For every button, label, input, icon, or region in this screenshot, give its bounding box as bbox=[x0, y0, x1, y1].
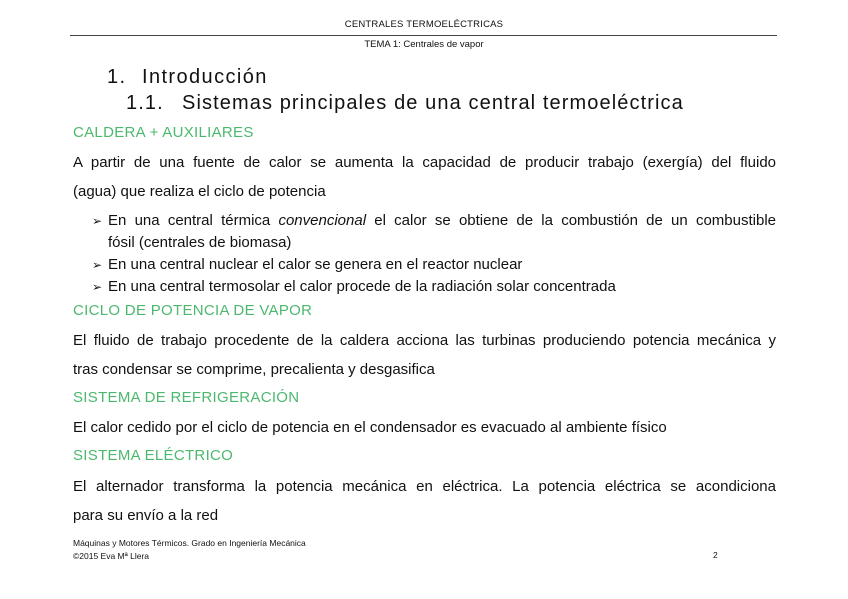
paragraph-line: (agua) que realiza el ciclo de potencia bbox=[73, 183, 326, 200]
arrowhead-bullet-icon: ➢ bbox=[92, 214, 103, 228]
list-item-continuation: fósil (centrales de biomasa) bbox=[108, 234, 292, 251]
section-title-refrigeracion: SISTEMA DE REFRIGERACIÓN bbox=[73, 389, 300, 406]
list-item bbox=[92, 254, 776, 276]
paragraph-electrico bbox=[73, 472, 776, 530]
section-title-electrico: SISTEMA ELÉCTRICO bbox=[73, 447, 234, 464]
heading-2-number: 1.1. bbox=[126, 92, 164, 114]
arrowhead-bullet-icon: ➢ bbox=[92, 280, 103, 294]
arrowhead-bullet-icon: ➢ bbox=[92, 258, 103, 272]
page-number: 2 bbox=[713, 550, 718, 560]
section-title-ciclo: CICLO DE POTENCIA DE VAPOR bbox=[73, 302, 313, 319]
paragraph-line: para su envío a la red bbox=[73, 507, 219, 524]
header-title: CENTRALES TERMOELÉCTRICAS bbox=[344, 19, 504, 30]
paragraph-refrigeracion bbox=[73, 413, 776, 442]
paragraph-caldera bbox=[73, 148, 776, 206]
header-subtitle: TEMA 1: Centrales de vapor bbox=[364, 39, 484, 50]
heading-1 bbox=[107, 66, 268, 89]
footer-copyright: ©2015 Eva Mª Llera bbox=[73, 551, 150, 561]
bullet-list bbox=[92, 210, 776, 298]
heading-1-text: Introducción bbox=[142, 66, 268, 88]
list-item-text: En una central nuclear el calor se genera en el reactor nuclear bbox=[108, 256, 523, 273]
paragraph-line: A partir de una fuente de calor se aumenta la capacidad de producir trabajo (exergía) del fluido bbox=[73, 154, 776, 171]
paragraph-line: El calor cedido por el ciclo de potencia en el condensador es evacuado al ambiente físico bbox=[73, 419, 667, 436]
list-item-text bbox=[108, 210, 776, 232]
heading-1-number: 1. bbox=[107, 66, 127, 88]
header-divider bbox=[70, 35, 777, 36]
list-item-text-part: En una central térmica bbox=[108, 212, 279, 229]
heading-2 bbox=[126, 92, 684, 115]
footer-course: Máquinas y Motores Térmicos. Grado en Ingeniería Mecánica bbox=[73, 538, 306, 548]
paragraph-line: tras condensar se comprime, precalienta y desgasifica bbox=[73, 361, 435, 378]
paragraph-line: El fluido de trabajo procedente de la caldera acciona las turbinas produciendo potencia mecánica y bbox=[73, 332, 776, 349]
list-item bbox=[92, 210, 776, 254]
section-title-caldera: CALDERA + AUXILIARES bbox=[73, 124, 254, 141]
list-item-text: En una central termosolar el calor procede de la radiación solar concentrada bbox=[108, 278, 616, 295]
footer bbox=[73, 537, 306, 563]
list-item-emphasis: convencional bbox=[278, 212, 367, 229]
paragraph-line: El alternador transforma la potencia mecánica en eléctrica. La potencia eléctrica se acondiciona bbox=[73, 478, 776, 495]
paragraph-ciclo bbox=[73, 326, 776, 384]
heading-2-text: Sistemas principales de una central termoeléctrica bbox=[182, 92, 684, 114]
list-item bbox=[92, 276, 776, 298]
list-item-text-part: el calor se obtiene de la combustión de un combustible bbox=[366, 212, 776, 229]
